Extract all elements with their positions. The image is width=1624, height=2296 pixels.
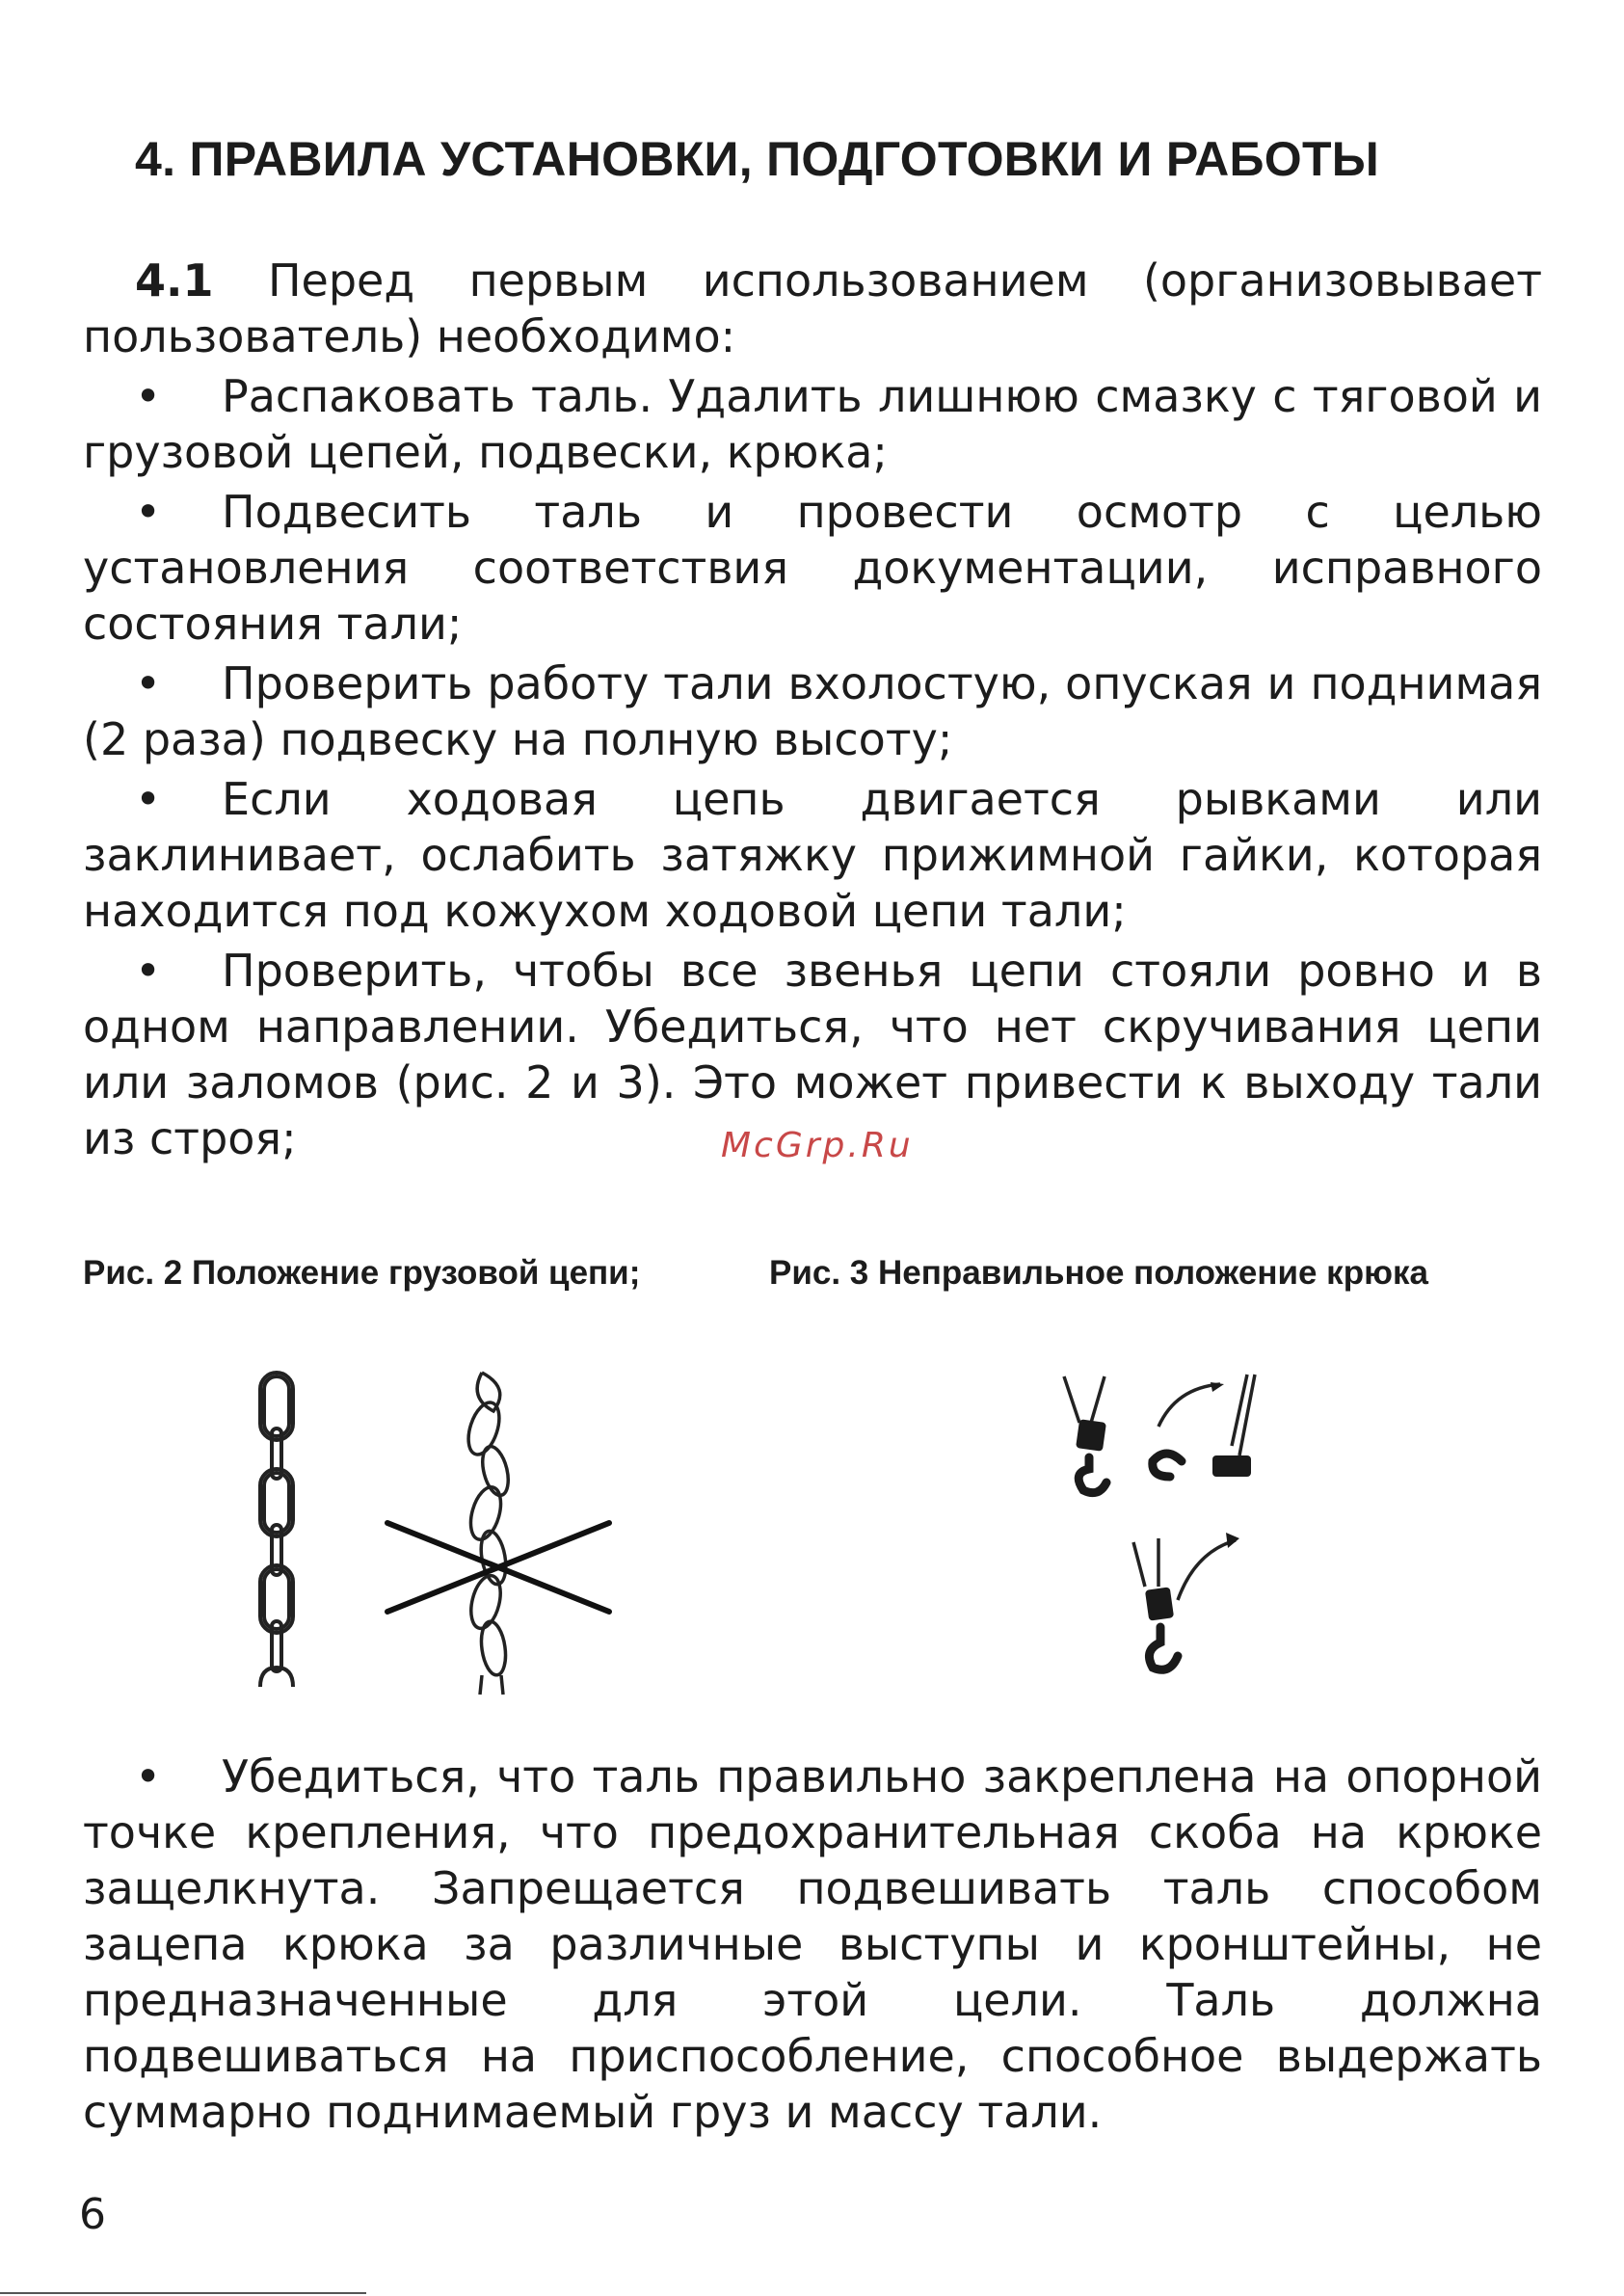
chain-strand-icon — [1133, 1538, 1158, 1587]
hook-icon — [1078, 1457, 1106, 1493]
hoist-block-icon — [1212, 1455, 1251, 1477]
bullet-icon: • — [135, 1750, 162, 1802]
bullet-icon: • — [135, 773, 162, 825]
bullet-icon: • — [135, 945, 162, 997]
list-item — [83, 771, 1542, 939]
correct-chain-icon — [260, 1373, 293, 1687]
instructions-top — [83, 253, 1542, 1170]
curved-arrow-icon — [1158, 1384, 1220, 1427]
bullet-icon: • — [135, 657, 162, 709]
hoist-block-icon — [1145, 1587, 1174, 1620]
bullet-icon: • — [135, 370, 162, 422]
figure-2-caption: Рис. 2 Положение грузовой цепи; — [83, 1254, 641, 1292]
watermark: McGrp.Ru — [721, 1126, 914, 1165]
list-item-text: Подвесить таль и провести осмотр с целью установления соответствия документации, исправного состояния тали; — [83, 486, 1542, 650]
list-item-text: Проверить работу тали вхолостую, опуская и поднимая (2 раза) подвеску на полную высоту; — [83, 657, 1542, 765]
list-item — [83, 655, 1542, 767]
arrow-head-icon — [1226, 1533, 1239, 1548]
chain-strand-icon — [1064, 1376, 1105, 1423]
arrow-head-icon — [1211, 1382, 1224, 1392]
hook-icon — [1149, 1627, 1178, 1669]
curved-arrow-icon — [1178, 1540, 1236, 1600]
hook-icon — [1153, 1454, 1182, 1477]
list-item — [83, 1749, 1542, 2140]
list-item — [83, 484, 1542, 652]
section-title: 4. ПРАВИЛА УСТАНОВКИ, ПОДГОТОВКИ И РАБОТЫ — [135, 132, 1380, 186]
figure-3-caption: Рис. 3 Неправильное положение крюка — [769, 1254, 1428, 1292]
hoist-block-icon — [1076, 1419, 1106, 1452]
chain-strand-icon — [1232, 1375, 1255, 1455]
intro-paragraph — [83, 253, 1542, 364]
figure-2-chain-illustration — [241, 1369, 626, 1696]
paragraph-number: 4.1 — [135, 254, 214, 307]
list-item-text: Если ходовая цепь двигается рывками или заклинивает, ослабить затяжку прижимной гайки, которая находится под кожухом ходовой цепи тали; — [83, 773, 1542, 937]
page-number: 6 — [79, 2190, 106, 2239]
intro-text: Перед первым использованием (организовывает пользователь) необходимо: — [83, 254, 1543, 362]
list-item — [83, 368, 1542, 480]
footer-divider — [0, 2292, 366, 2294]
figure-3-hook-illustration — [1051, 1369, 1263, 1696]
list-item-text: Распаковать таль. Удалить лишнюю смазку с тяговой и грузовой цепей, подвески, крюка; — [83, 370, 1542, 478]
twisted-chain-icon — [463, 1373, 513, 1695]
bullet-icon: • — [135, 486, 162, 538]
list-item-text: Убедиться, что таль правильно закреплена на опорной точке крепления, что предохранительная скоба на крюке защелкнута. Запрещается подвешивать таль способом зацепа крюка за различные выступы и кронштейны, не предназначенные для этой цели. Таль должна подвешиваться на приспособление, способное выдержать суммарно поднимаемый груз и массу тали. — [83, 1750, 1542, 2138]
list-item-text: Проверить, чтобы все звенья цепи стояли ровно и в одном направлении. Убедиться, что нет скручивания цепи или заломов (рис. 2 и 3). Это может привести к выходу тали из строя; — [83, 945, 1542, 1164]
instructions-bottom — [83, 1749, 1542, 2144]
